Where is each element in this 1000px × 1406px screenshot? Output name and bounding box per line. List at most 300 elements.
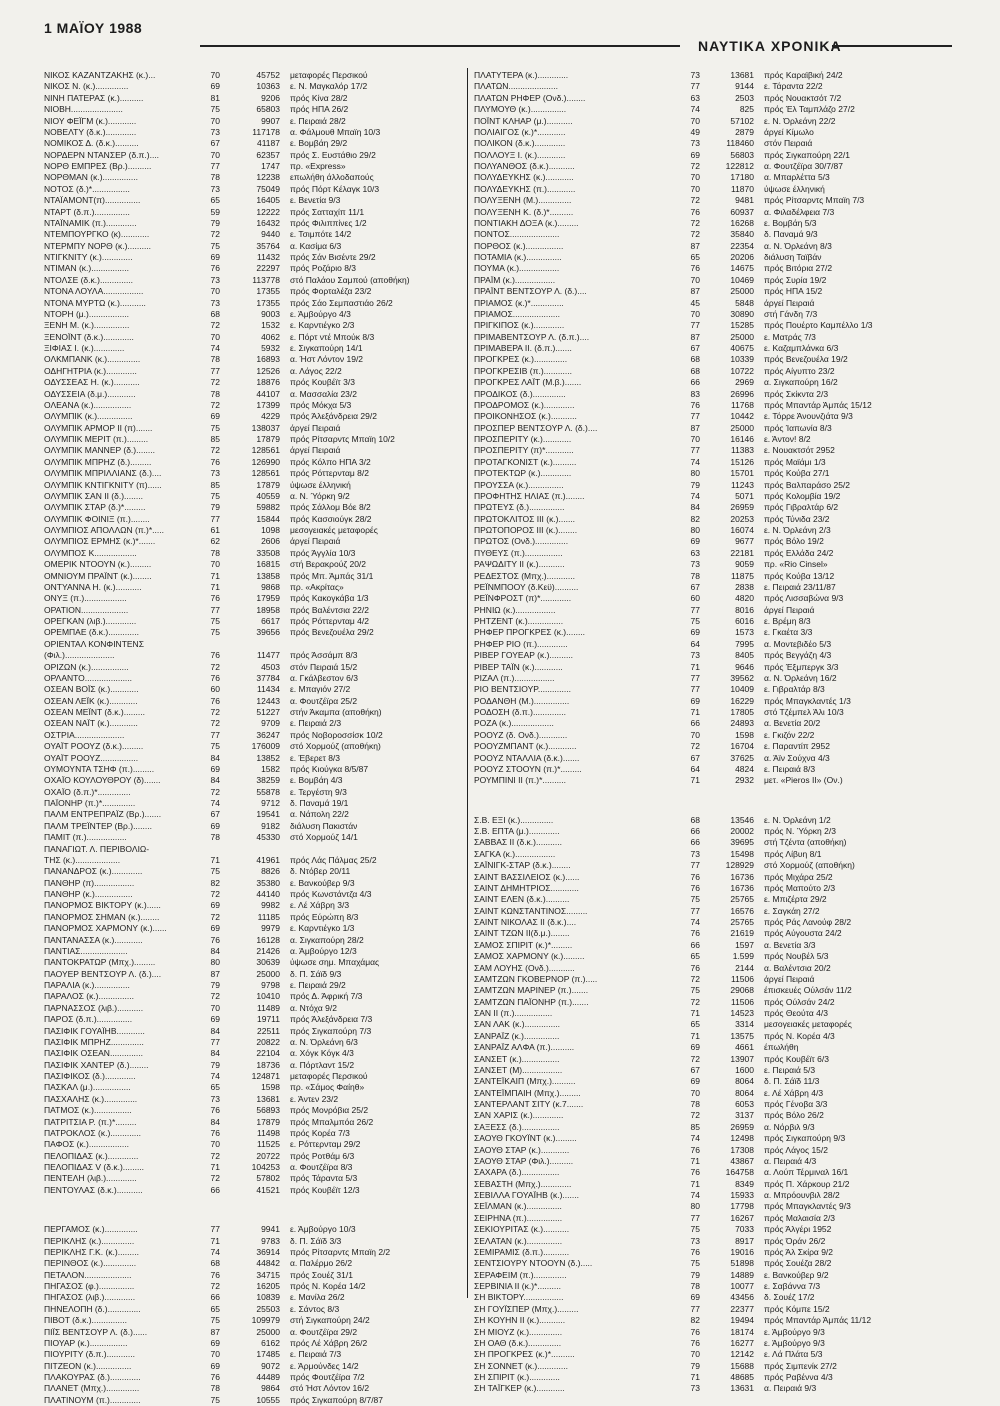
build-year: 77 bbox=[690, 672, 700, 683]
position: πρός Καραϊβική 24/2 bbox=[764, 70, 843, 80]
position: α. Σιγκαπούρη 16/2 bbox=[764, 377, 838, 388]
build-year: 69 bbox=[210, 1014, 220, 1025]
tonnage: 17805 bbox=[730, 707, 754, 717]
ship-name: ΡΕΔΕΣΤΟΣ (Μπχ.)............ bbox=[474, 570, 575, 581]
ship-entry bbox=[44, 286, 458, 297]
ship-entry bbox=[474, 1190, 964, 1201]
tonnage: 8064 bbox=[735, 1087, 754, 1098]
tonnage: 9868 bbox=[261, 581, 280, 592]
build-year: 71 bbox=[210, 854, 220, 865]
tonnage: 17355 bbox=[256, 297, 280, 308]
tonnage: 40559 bbox=[256, 490, 280, 501]
ship-name: ΣΑΝΣΕΤ (Μ)................. bbox=[474, 1064, 563, 1075]
position: πρός Νοβοροσσίσκ 10/2 bbox=[290, 729, 383, 740]
position: α. Γκάλβεστον 6/3 bbox=[290, 672, 358, 683]
ship-name: ΣΕΡΒΙΝΙΑ ΙΙ (κ.)*.......... bbox=[474, 1281, 561, 1291]
build-year: 76 bbox=[210, 1269, 220, 1280]
tonnage: 9864 bbox=[261, 1383, 280, 1394]
build-year: 72 bbox=[210, 1281, 220, 1291]
tonnage: 9907 bbox=[261, 115, 280, 126]
position: ε. Λά Πλάτα 5/3 bbox=[764, 1349, 823, 1360]
position: πρός Κασσιούγκ 28/2 bbox=[290, 513, 372, 524]
ship-entry bbox=[474, 718, 964, 729]
ship-name: ΟΥΑΪΤ ΡΟΟΥΖ................ bbox=[44, 752, 139, 763]
tonnage: 44489 bbox=[256, 1372, 280, 1382]
build-year: 70 bbox=[210, 559, 220, 570]
ship-name: Σ.Β. ΕΠΤΑ (μ.)............. bbox=[474, 826, 560, 836]
tonnage: 13575 bbox=[730, 1030, 754, 1041]
position: πρός Σκίκντα 2/3 bbox=[764, 388, 829, 399]
tonnage: 62357 bbox=[256, 149, 280, 160]
ship-name: ΝΟΤΟΣ (δ.)*................ bbox=[44, 183, 130, 194]
ship-name: ΣΕΡΑΦΕΙΜ (π.).............. bbox=[474, 1269, 567, 1280]
ship-name: ΣΑΝ ΛΑΚ (κ.)............... bbox=[474, 1019, 561, 1030]
build-year: 77 bbox=[690, 445, 700, 456]
build-year: 70 bbox=[210, 1002, 220, 1013]
build-year: 76 bbox=[210, 695, 220, 706]
ship-entry bbox=[44, 1270, 458, 1281]
build-year: 67 bbox=[690, 581, 700, 592]
ship-entry bbox=[44, 1105, 458, 1116]
ship-entry bbox=[474, 1258, 964, 1269]
tonnage: 3137 bbox=[735, 1110, 754, 1121]
build-year: 78 bbox=[210, 1383, 220, 1394]
tonnage: 12238 bbox=[256, 172, 280, 183]
ship-entry bbox=[44, 798, 458, 809]
position: ε. Γιβραλτάρ 8/3 bbox=[764, 684, 825, 695]
ship-name: Σ.Β. ΕΞΙ (κ.).............. bbox=[474, 814, 554, 825]
ship-entry bbox=[44, 70, 458, 81]
ship-entry bbox=[474, 229, 964, 240]
tonnage: 35840 bbox=[730, 229, 754, 240]
tonnage: 6053 bbox=[735, 1099, 754, 1109]
ship-entry bbox=[474, 1054, 964, 1065]
position: πρός Νουακτσότ 7/2 bbox=[764, 92, 842, 103]
tonnage: 41961 bbox=[256, 854, 280, 865]
tonnage: 60937 bbox=[730, 206, 754, 217]
position: ε. Ν. Όρλεάνη 22/2 bbox=[764, 115, 836, 126]
ship-entry bbox=[44, 616, 458, 627]
build-year: 78 bbox=[210, 388, 220, 399]
position: πρ. «Ακρίτας» bbox=[290, 581, 344, 592]
ship-name: ΠΕΛΟΠΙΔΑΣ V (δ.κ.)......... bbox=[44, 1162, 145, 1172]
ship-name: ΣΗ ΒΙΚΤΟΡΥ................. bbox=[474, 1292, 564, 1303]
build-year: 73 bbox=[690, 70, 700, 80]
ship-name: ΠΛΑΤΩΝ ΡΗΦΕΡ (Ονδ.)........ bbox=[474, 92, 586, 103]
tonnage: 22354 bbox=[730, 240, 754, 251]
build-year: 45 bbox=[690, 297, 700, 308]
ship-name: ΡΙΒΕΡ ΤΑΪΝ (κ.)............ bbox=[474, 661, 563, 672]
position: πρός Κούβα 27/1 bbox=[764, 468, 830, 479]
tonnage: 1573 bbox=[735, 627, 754, 638]
ship-entry bbox=[474, 997, 964, 1008]
tonnage: 11875 bbox=[730, 570, 754, 581]
build-year: 66 bbox=[690, 377, 700, 388]
ship-name: ΠΟΛΛΟΥΞ Ι. (κ.)............ bbox=[474, 149, 566, 160]
ship-name: ΣΕΛΑΤΑΝ (κ.)............... bbox=[474, 1235, 563, 1246]
ship-name: ΠΑΣΙΦΙΚ ΧΑΝΤΕΡ (δ.)........ bbox=[44, 1059, 149, 1070]
position: πρός Ούλσάν 24/2 bbox=[764, 996, 835, 1007]
ship-name: ΝΟΡΔΕΡΝ ΝΤΑΝΣΕΡ (δ.π.).... bbox=[44, 149, 160, 160]
ship-name: ΟΛΥΜΠΙΚ ΚΝΤΙΓΚΝΙΤΥ (π)...... bbox=[44, 479, 162, 490]
ship-entry bbox=[474, 514, 964, 525]
position: α. Άϊν Σούχνα 4/3 bbox=[764, 752, 830, 763]
position: ε. Βανκούβερ 9/3 bbox=[290, 877, 355, 888]
ship-entry bbox=[474, 93, 964, 104]
ship-entry bbox=[44, 400, 458, 411]
ship-entry bbox=[44, 434, 458, 445]
ship-name: ΟΣΕΑΝ ΜΕΪΝΤ (δ.κ.)......... bbox=[44, 707, 145, 717]
build-year: 73 bbox=[210, 297, 220, 308]
ship-entry bbox=[44, 252, 458, 263]
position: πρός Αίγυπτο 23/2 bbox=[764, 365, 835, 376]
ship-name: ΝΟΜΙΚΟΣ Δ. (δ.κ.).......... bbox=[44, 138, 139, 149]
ship-entry bbox=[474, 411, 964, 422]
ship-entry bbox=[474, 673, 964, 684]
build-year: 72 bbox=[210, 991, 220, 1002]
build-year: 65 bbox=[690, 951, 700, 962]
ship-name: ΠΗΓΑΣΟΣ (λιβ.)............. bbox=[44, 1292, 136, 1303]
build-year: 84 bbox=[690, 502, 700, 513]
position: ε. Ρόττερνταμ 29/2 bbox=[290, 1139, 361, 1150]
ship-name: ΠΑΛΜ ΕΝΤΡΕΠΡΑΪΖ (Βρ.)....... bbox=[44, 809, 162, 820]
build-year: 69 bbox=[690, 627, 700, 638]
ship-entry bbox=[474, 320, 964, 331]
build-year: 80 bbox=[690, 1201, 700, 1212]
build-year: 66 bbox=[690, 939, 700, 950]
tonnage: 13681 bbox=[730, 70, 754, 80]
ship-entry bbox=[44, 389, 458, 400]
ship-entry bbox=[474, 1236, 964, 1247]
ship-name: ΠΡΟΤΕΚΤΩΡ (κ.)............. bbox=[474, 468, 572, 479]
ship-entry bbox=[474, 1019, 964, 1030]
ship-entry bbox=[474, 286, 964, 297]
position: ε. Άμβούργο 9/3 bbox=[764, 1337, 825, 1348]
position: δ. Σουέζ 17/2 bbox=[764, 1292, 815, 1303]
tonnage: 13852 bbox=[256, 752, 280, 763]
build-year: 84 bbox=[210, 1116, 220, 1127]
position bbox=[290, 844, 458, 855]
tonnage: 9941 bbox=[261, 1224, 280, 1235]
position: άργεί Πειραιά bbox=[290, 445, 341, 456]
ship-entry bbox=[44, 1003, 458, 1014]
position: α. Ήστ Λόντον 19/2 bbox=[290, 354, 364, 365]
ship-entry bbox=[474, 502, 964, 513]
position: πρός Έλ Ταμπλάζο 27/2 bbox=[764, 104, 855, 115]
ship-entry bbox=[474, 1133, 964, 1144]
ship-name: ΠΡΙΑΜΟΣ.................... bbox=[474, 308, 561, 319]
ship-entry bbox=[44, 275, 458, 286]
build-year: 76 bbox=[210, 456, 220, 467]
ship-name: ΠΡΟΔΡΟΜΟΣ (κ.)............. bbox=[474, 399, 575, 410]
ship-name: ΝΙΟΒΗ...................... bbox=[44, 104, 123, 115]
build-year: 75 bbox=[210, 627, 220, 638]
tonnage: 1098 bbox=[261, 525, 280, 535]
build-year: 84 bbox=[210, 1025, 220, 1036]
tonnage: 36247 bbox=[256, 729, 280, 740]
tonnage: 15933 bbox=[730, 1190, 754, 1200]
ship-name: ΠΑΡΝΑΣΣΟΣ (λιβ.)........... bbox=[44, 1002, 144, 1013]
ship-name: ΣΕΝΤΣΙΟΥΡΥ ΝΤΟΟΥΝ (δ.)..... bbox=[474, 1258, 593, 1269]
build-year: 67 bbox=[690, 343, 700, 353]
position: α. Σιγκαπούρη 28/2 bbox=[290, 934, 364, 945]
build-year: 67 bbox=[210, 138, 220, 149]
tonnage: 22377 bbox=[730, 1303, 754, 1314]
ship-entry bbox=[44, 1349, 458, 1360]
ship-name: ΣΑΙΝΤ ΤΖΩΝ ΙΙ(δ.μ.)........ bbox=[474, 928, 570, 939]
position: ε. Καρντιέγκο 2/3 bbox=[290, 320, 355, 331]
position: ε. Ν. Μαγκαλόρ 17/2 bbox=[290, 81, 368, 92]
build-year: 72 bbox=[210, 718, 220, 729]
ship-entry bbox=[44, 332, 458, 343]
ship-name: ΠΡΩΤΟΚΛΙΤΟΣ ΙΙΙ (κ.)....... bbox=[474, 513, 576, 524]
build-year: 74 bbox=[690, 917, 700, 927]
ship-entry bbox=[474, 1361, 964, 1372]
build-year: 70 bbox=[690, 115, 700, 126]
position: ε. Πειραιά 2/3 bbox=[290, 718, 342, 729]
tonnage: 9481 bbox=[735, 195, 754, 206]
ship-entry bbox=[474, 1042, 964, 1053]
ship-name: ΠΟΥΜΑ (κ.)................. bbox=[474, 263, 560, 274]
ship-name: ΡΙΒΕΡ ΓΟΥΕΑΡ (κ.).......... bbox=[474, 650, 574, 661]
ship-entry bbox=[44, 1327, 458, 1338]
build-year: 74 bbox=[690, 104, 700, 115]
ship-entry bbox=[44, 468, 458, 479]
ship-entry bbox=[44, 787, 458, 798]
ship-name: ΟΛΥΜΠΙΚ ΜΑΝΝΕΡ (δ.)........ bbox=[44, 445, 156, 456]
tonnage: 4820 bbox=[735, 593, 754, 604]
ship-name: ΠΡΟΓΚΡΕΣΙΒ (π.)............ bbox=[474, 365, 572, 376]
ship-name: ΠΡΟΓΚΡΕΣ ΛΑΪΤ (Μ.β.)....... bbox=[474, 377, 582, 388]
ship-entry bbox=[44, 855, 458, 866]
tonnage: 4661 bbox=[735, 1042, 754, 1053]
ship-entry bbox=[44, 627, 458, 638]
right-column bbox=[474, 70, 964, 1395]
build-year: 72 bbox=[690, 973, 700, 984]
position: πρός Ίαπωνία 8/3 bbox=[764, 422, 832, 433]
position: ε. Καζαμπλάνκα 6/3 bbox=[764, 343, 839, 353]
ship-entry bbox=[474, 480, 964, 491]
ship-name: ΠΕΡΙΚΛΗΣ (κ.).............. bbox=[44, 1235, 135, 1246]
position: πρός Ρόττερνταμ 8/2 bbox=[290, 468, 369, 479]
build-year bbox=[184, 844, 224, 855]
position: ε. Άντεν 23/2 bbox=[290, 1093, 339, 1104]
build-year: 85 bbox=[210, 479, 220, 490]
ship-name: ΠΙΒΟΤ (δ.κ.)............... bbox=[44, 1315, 127, 1326]
ship-name: ΠΑΝΤΙΑΣ.................... bbox=[44, 945, 128, 956]
position: άργεί Πειραιά bbox=[764, 297, 815, 308]
ship-entry bbox=[474, 1327, 964, 1338]
ship-name: ΡΙΖΑΛ (π.)................. bbox=[474, 672, 555, 683]
tonnage: 825 bbox=[739, 104, 754, 115]
position: ε. Πειραιά 29/2 bbox=[290, 980, 346, 990]
ship-entry bbox=[44, 923, 458, 934]
build-year: 63 bbox=[690, 547, 700, 558]
position: πρός Κουβέϊτ 6/3 bbox=[764, 1053, 829, 1064]
ship-entry bbox=[474, 81, 964, 92]
ship-entry bbox=[474, 218, 964, 229]
ship-entry bbox=[44, 81, 458, 92]
tonnage: 22104 bbox=[256, 1048, 280, 1059]
build-year: 69 bbox=[690, 149, 700, 160]
ship-entry bbox=[44, 582, 458, 593]
ship-entry bbox=[474, 571, 964, 582]
ship-entry bbox=[474, 354, 964, 365]
ship-name: ΣΑΓΚΑ (κ.)................. bbox=[474, 848, 556, 859]
build-year: 69 bbox=[690, 695, 700, 706]
ship-entry bbox=[474, 1281, 964, 1292]
tonnage: 9072 bbox=[261, 1360, 280, 1371]
ship-name: ΠΡΑΪΜ (κ.)................. bbox=[474, 274, 556, 285]
ship-entry bbox=[474, 860, 964, 871]
tonnage: 16277 bbox=[730, 1337, 754, 1348]
ship-name: ΠΟΛΙΚΟΝ (δ.κ.)............. bbox=[474, 138, 566, 149]
tonnage: 6617 bbox=[261, 616, 280, 626]
build-year: 75 bbox=[210, 1394, 220, 1405]
build-year: 72 bbox=[210, 786, 220, 797]
build-year: 79 bbox=[690, 1269, 700, 1280]
position: πρός Σιγκαπούρη 9/3 bbox=[764, 1133, 846, 1144]
ship-entry bbox=[44, 1315, 458, 1326]
position: στή Τζέντα (αποθήκη) bbox=[764, 837, 847, 848]
tonnage: 16893 bbox=[256, 354, 280, 365]
build-year: 72 bbox=[210, 445, 220, 456]
tonnage: 109979 bbox=[251, 1315, 280, 1326]
position: α. Λάγος 22/2 bbox=[290, 365, 342, 376]
tonnage: 4229 bbox=[261, 411, 280, 422]
ship-entry bbox=[474, 730, 964, 741]
build-year: 77 bbox=[210, 1224, 220, 1235]
tonnage: 15844 bbox=[256, 513, 280, 524]
ship-name: ΣΑΧΑΡΑ (δ.)................ bbox=[474, 1167, 560, 1178]
ship-entry bbox=[44, 900, 458, 911]
ship-entry bbox=[44, 571, 458, 582]
position: πρός Ν. Κορέα 14/2 bbox=[290, 1281, 366, 1291]
build-year: 78 bbox=[210, 547, 220, 558]
ship-entry bbox=[474, 1338, 964, 1349]
position: πρός Σιμπενίκ 27/2 bbox=[764, 1360, 837, 1371]
position: άργεί Πειραιά bbox=[290, 536, 341, 547]
tonnage: 16205 bbox=[256, 1281, 280, 1291]
build-year: 87 bbox=[690, 422, 700, 433]
ship-entry bbox=[474, 138, 964, 149]
ship-entry bbox=[44, 559, 458, 570]
tonnage: 18958 bbox=[256, 604, 280, 615]
position: πρός Άλ Σκίρα 9/2 bbox=[764, 1246, 834, 1257]
position: ε. Μανίλα 26/2 bbox=[290, 1292, 345, 1303]
ship-name: ΟΣΕΑΝ ΒΟΪΣ (κ.)............ bbox=[44, 684, 139, 695]
ship-name: ΠΑΛΜ ΤΡΕΪΝΤΕΡ (Βρ.)........ bbox=[44, 820, 152, 831]
ship-name: ΠΡΩΤΟΣ (Ονδ.).............. bbox=[474, 536, 569, 547]
ship-entry bbox=[474, 252, 964, 263]
ship-name: ΠΑΣΚΑΛ (μ.)................ bbox=[44, 1082, 131, 1093]
build-year: 75 bbox=[210, 490, 220, 501]
position: πρός Κορέα 7/3 bbox=[290, 1127, 350, 1138]
build-year: 71 bbox=[690, 1030, 700, 1041]
ship-entry bbox=[44, 525, 458, 536]
position: στό Χορμούζ (αποθήκη) bbox=[764, 860, 855, 871]
ship-entry bbox=[44, 1037, 458, 1048]
build-year: 76 bbox=[210, 1127, 220, 1138]
position: στόν Πειραιά 15/2 bbox=[290, 661, 358, 672]
tonnage: 13631 bbox=[730, 1383, 754, 1394]
ship-name: ΟΔΥΣΣΕΑΣ Η. (κ.)........... bbox=[44, 377, 140, 388]
build-year: 64 bbox=[690, 638, 700, 649]
position: α. Ν. Όρλεάνη 6/3 bbox=[290, 1036, 358, 1047]
build-year: 72 bbox=[690, 229, 700, 240]
build-year: 72 bbox=[210, 229, 220, 240]
build-year: 76 bbox=[690, 962, 700, 973]
ship-name: ΠΑΝΟΡΜΟΣ ΧΑΡΜΟΝΥ (κ.)...... bbox=[44, 923, 167, 934]
ship-name: ΠΡΟΣΠΕΡΙΤΥ (π)*............ bbox=[474, 445, 574, 456]
ship-entry bbox=[44, 639, 458, 650]
position: στόν Πειραιά bbox=[764, 138, 813, 149]
tonnage: 48685 bbox=[730, 1372, 754, 1382]
build-year: 70 bbox=[210, 70, 220, 80]
ship-name: ΠΡΟΣΠΕΡ ΒΕΝΤΣΟΥΡ Λ. (δ.).... bbox=[474, 422, 598, 433]
position: μετ. «Pieros II» (Ον.) bbox=[764, 775, 843, 786]
build-year: 71 bbox=[210, 1162, 220, 1172]
tonnage: 9003 bbox=[261, 308, 280, 319]
position: α. Βαλέντσια 20/2 bbox=[764, 962, 831, 973]
position: πρός Βόλο 19/2 bbox=[764, 536, 824, 547]
ship-entry bbox=[44, 1185, 458, 1196]
ship-entry bbox=[44, 1117, 458, 1128]
tonnage: 11434 bbox=[256, 684, 280, 695]
ship-name: ΣΑΙΝΤ ΔΗΜΗΤΡΙΟΣ............ bbox=[474, 882, 579, 893]
ship-name: ΝΤΑΪΝΑΜΙΚ (π.)............. bbox=[44, 217, 137, 228]
position: πρός Γένοβα 3/3 bbox=[764, 1099, 828, 1109]
ship-name: ΣΑΙΝΤ ΚΩΝΣΤΑΝΤΙΝΟΣ......... bbox=[474, 905, 588, 916]
ship-name: ΣΗ ΣΠΙΡΙΤ (κ.)............. bbox=[474, 1372, 560, 1382]
ship-name: ΣΕΒΑΣΤΗ (Μπχ.)............. bbox=[474, 1178, 572, 1189]
build-year: 66 bbox=[690, 837, 700, 848]
position: ε. Σιγκαπούρη 14/1 bbox=[290, 343, 363, 353]
ship-entry bbox=[44, 502, 458, 513]
ship-name: ΣΑΝΡΑΪΖ (κ.)............... bbox=[474, 1030, 560, 1041]
tonnage: 45330 bbox=[256, 832, 280, 843]
ship-name: ΠΑΝΤΑΝΑΣΣΑ (κ.)............ bbox=[44, 934, 143, 945]
ship-name: ΠΑΣΙΦΙΚ ΟΣΕΑΝ.............. bbox=[44, 1048, 144, 1059]
tonnage: 1597 bbox=[735, 939, 754, 950]
build-year: 69 bbox=[210, 820, 220, 831]
ship-entry bbox=[44, 878, 458, 889]
position: δ. Παναμά 19/1 bbox=[290, 798, 349, 808]
position: δ. Ντόβερ 20/11 bbox=[290, 866, 351, 877]
build-year: 68 bbox=[690, 354, 700, 365]
build-year: 75 bbox=[690, 985, 700, 996]
ship-entry bbox=[44, 730, 458, 741]
ship-name: ΟΛΥΜΠΙΚ ΣΤΑΡ (δ.)*......... bbox=[44, 502, 146, 513]
position: πρός Σ. Ευστάθιο 29/2 bbox=[290, 149, 376, 160]
position: πρός Φιλιππίνες 1/2 bbox=[290, 217, 367, 228]
build-year: 75 bbox=[690, 1258, 700, 1269]
ship-name: ΣΗ ΚΟΥΗΝ ΙΙ (κ.)........... bbox=[474, 1315, 566, 1326]
tonnage: 35764 bbox=[256, 240, 280, 251]
ship-name: ΝΙΚΟΣ ΚΑΖΑΝΤΖΑΚΗΣ (κ.)... bbox=[44, 70, 156, 80]
ship-name: ΤΗΣ (κ.)................... bbox=[44, 854, 121, 865]
build-year: 72 bbox=[210, 889, 220, 899]
position: ε. Πόρτ ντέ Μπούκ 8/3 bbox=[290, 331, 375, 342]
tonnage: 38259 bbox=[256, 775, 280, 786]
ship-name: ΟΥΑΪΤ ΡΟΟΥΖ (δ.κ.)......... bbox=[44, 741, 144, 752]
ship-entry bbox=[474, 172, 964, 183]
build-year: 66 bbox=[210, 1292, 220, 1303]
tonnage: 56893 bbox=[256, 1105, 280, 1116]
position: στή Γάνδη 7/3 bbox=[764, 308, 818, 319]
ship-name: ΟΛΥΜΠΙΚ (κ.)............... bbox=[44, 411, 133, 422]
tonnage: 1747 bbox=[261, 161, 280, 171]
